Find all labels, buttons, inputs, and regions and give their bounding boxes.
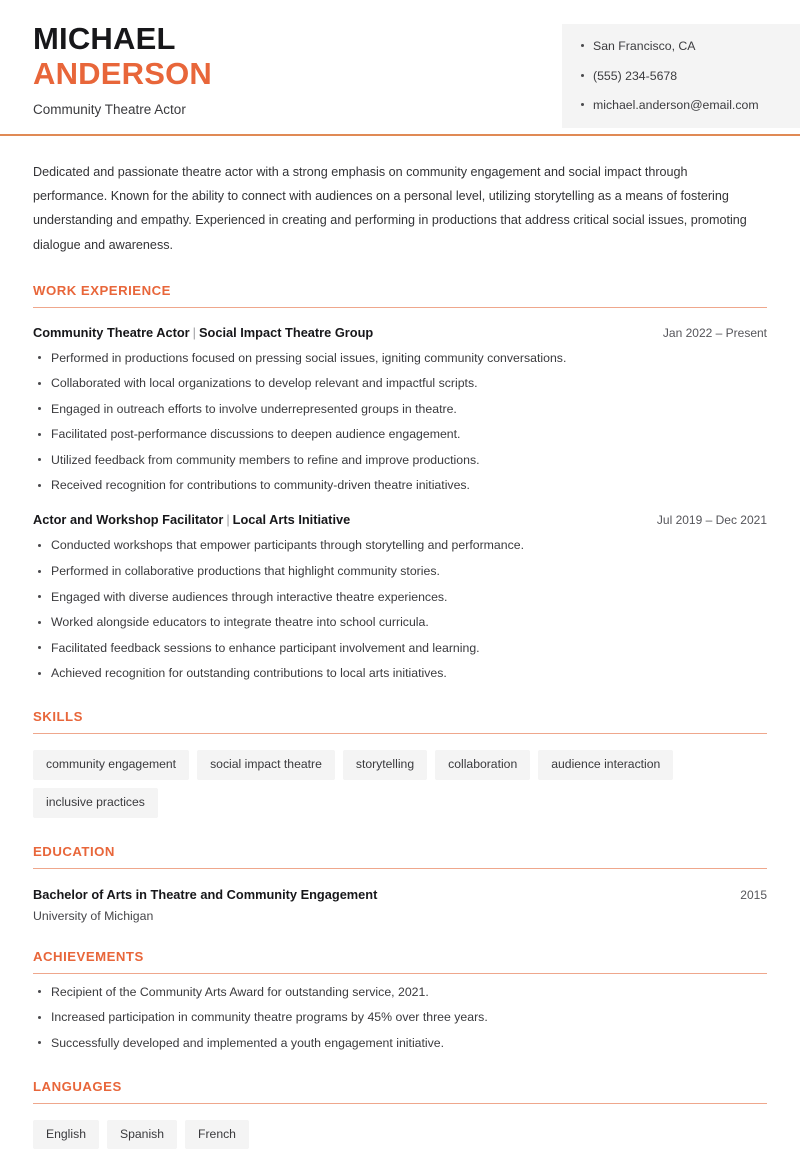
skill-pill: inclusive practices [33,788,158,818]
contact-phone[interactable]: (555) 234-5678 [580,68,784,85]
skills-pill-row [33,750,767,817]
section-achievements [33,949,767,1053]
experience-entry [33,325,767,496]
bullet-item: Recipient of the Community Arts Award for outstanding service, 2021. [33,983,767,1002]
section-education [33,844,767,923]
bullet-item: Achieved recognition for outstanding contributions to local arts initiatives. [33,664,767,683]
skill-pill: community engagement [33,750,189,780]
header-identity [0,0,212,117]
education-degree: Bachelor of Arts in Theatre and Community Engagement [33,886,378,902]
section-divider [33,733,767,734]
resume-body [0,160,800,1149]
first-name: MICHAEL [33,21,176,56]
education-school: University of Michigan [33,908,154,923]
bullet-item: Utilized feedback from community members to refine and improve productions. [33,451,767,470]
experience-title-line [33,325,373,340]
experience-bullet-list [33,349,767,496]
section-divider [33,307,767,308]
experience-entry-header [33,512,767,527]
contact-list [580,38,784,114]
section-title-achievements: ACHIEVEMENTS [33,948,144,964]
resume-header [0,0,800,136]
bullet-item: Worked alongside educators to integrate theatre into school curricula. [33,613,767,632]
bullet-item: Performed in collaborative productions that highlight community stories. [33,562,767,581]
bullet-item: Collaborated with local organizations to develop relevant and impactful scripts. [33,374,767,393]
language-pill: English [33,1120,99,1149]
bullet-item: Successfully developed and implemented a youth engagement initiative. [33,1034,767,1053]
professional-title: Community Theatre Actor [33,102,186,118]
bullet-item: Engaged in outreach efforts to involve underrepresented groups in theatre. [33,400,767,419]
contact-location: San Francisco, CA [580,38,784,55]
section-title-skills: SKILLS [33,709,83,725]
experience-entry [33,512,767,683]
professional-summary: Dedicated and passionate theatre actor with a strong emphasis on community engagement and social impact through performance. Known for the ability to connect with audiences on a personal level, utilizing storytelling as a means of fostering understanding and empathy. Experienced in creating and performing in productions that address critical social issues, promoting dialogue and awareness. [33,165,747,252]
experience-entry-header [33,325,767,340]
section-divider [33,868,767,869]
language-pill: French [185,1120,249,1149]
bullet-item: Received recognition for contributions to community-driven theatre initiatives. [33,476,767,495]
experience-organization: Local Arts Initiative [232,512,351,528]
section-title-work-experience: WORK EXPERIENCE [33,282,171,298]
skill-pill: audience interaction [538,750,673,780]
title-separator: | [192,324,196,340]
experience-title-line [33,512,350,527]
section-work-experience [33,283,767,684]
bullet-item: Conducted workshops that empower participants through storytelling and performance. [33,536,767,555]
languages-pill-row [33,1120,767,1149]
bullet-item: Engaged with diverse audiences through interactive theatre experiences. [33,588,767,607]
bullet-item: Performed in productions focused on pressing social issues, igniting community conversations. [33,349,767,368]
skill-pill: collaboration [435,750,530,780]
section-divider [33,973,767,974]
title-separator: | [226,512,230,528]
section-languages [33,1079,767,1149]
language-pill: Spanish [107,1120,177,1149]
experience-bullet-list [33,536,767,683]
bullet-item: Facilitated feedback sessions to enhance participant involvement and learning. [33,639,767,658]
experience-role: Community Theatre Actor [33,324,190,340]
bullet-item: Facilitated post-performance discussions to deepen audience engagement. [33,425,767,444]
contact-email[interactable]: michael.anderson@email.com [580,97,784,114]
education-year: 2015 [740,887,767,902]
skill-pill: storytelling [343,750,427,780]
education-entry [33,887,767,923]
experience-date: Jul 2019 – Dec 2021 [656,513,767,528]
bullet-item: Increased participation in community theatre programs by 45% over three years. [33,1008,767,1027]
section-title-education: EDUCATION [33,843,115,859]
contact-info-box [562,24,800,128]
experience-date: Jan 2022 – Present [662,325,767,340]
skill-pill: social impact theatre [197,750,335,780]
header-divider [0,134,800,136]
section-divider [33,1103,767,1104]
section-skills [33,709,767,817]
experience-organization: Social Impact Theatre Group [199,324,374,340]
achievements-list [33,983,767,1053]
section-title-languages: LANGUAGES [33,1078,122,1094]
last-name: ANDERSON [33,55,213,91]
education-entry-header [33,887,767,902]
experience-role: Actor and Workshop Facilitator [33,512,224,528]
